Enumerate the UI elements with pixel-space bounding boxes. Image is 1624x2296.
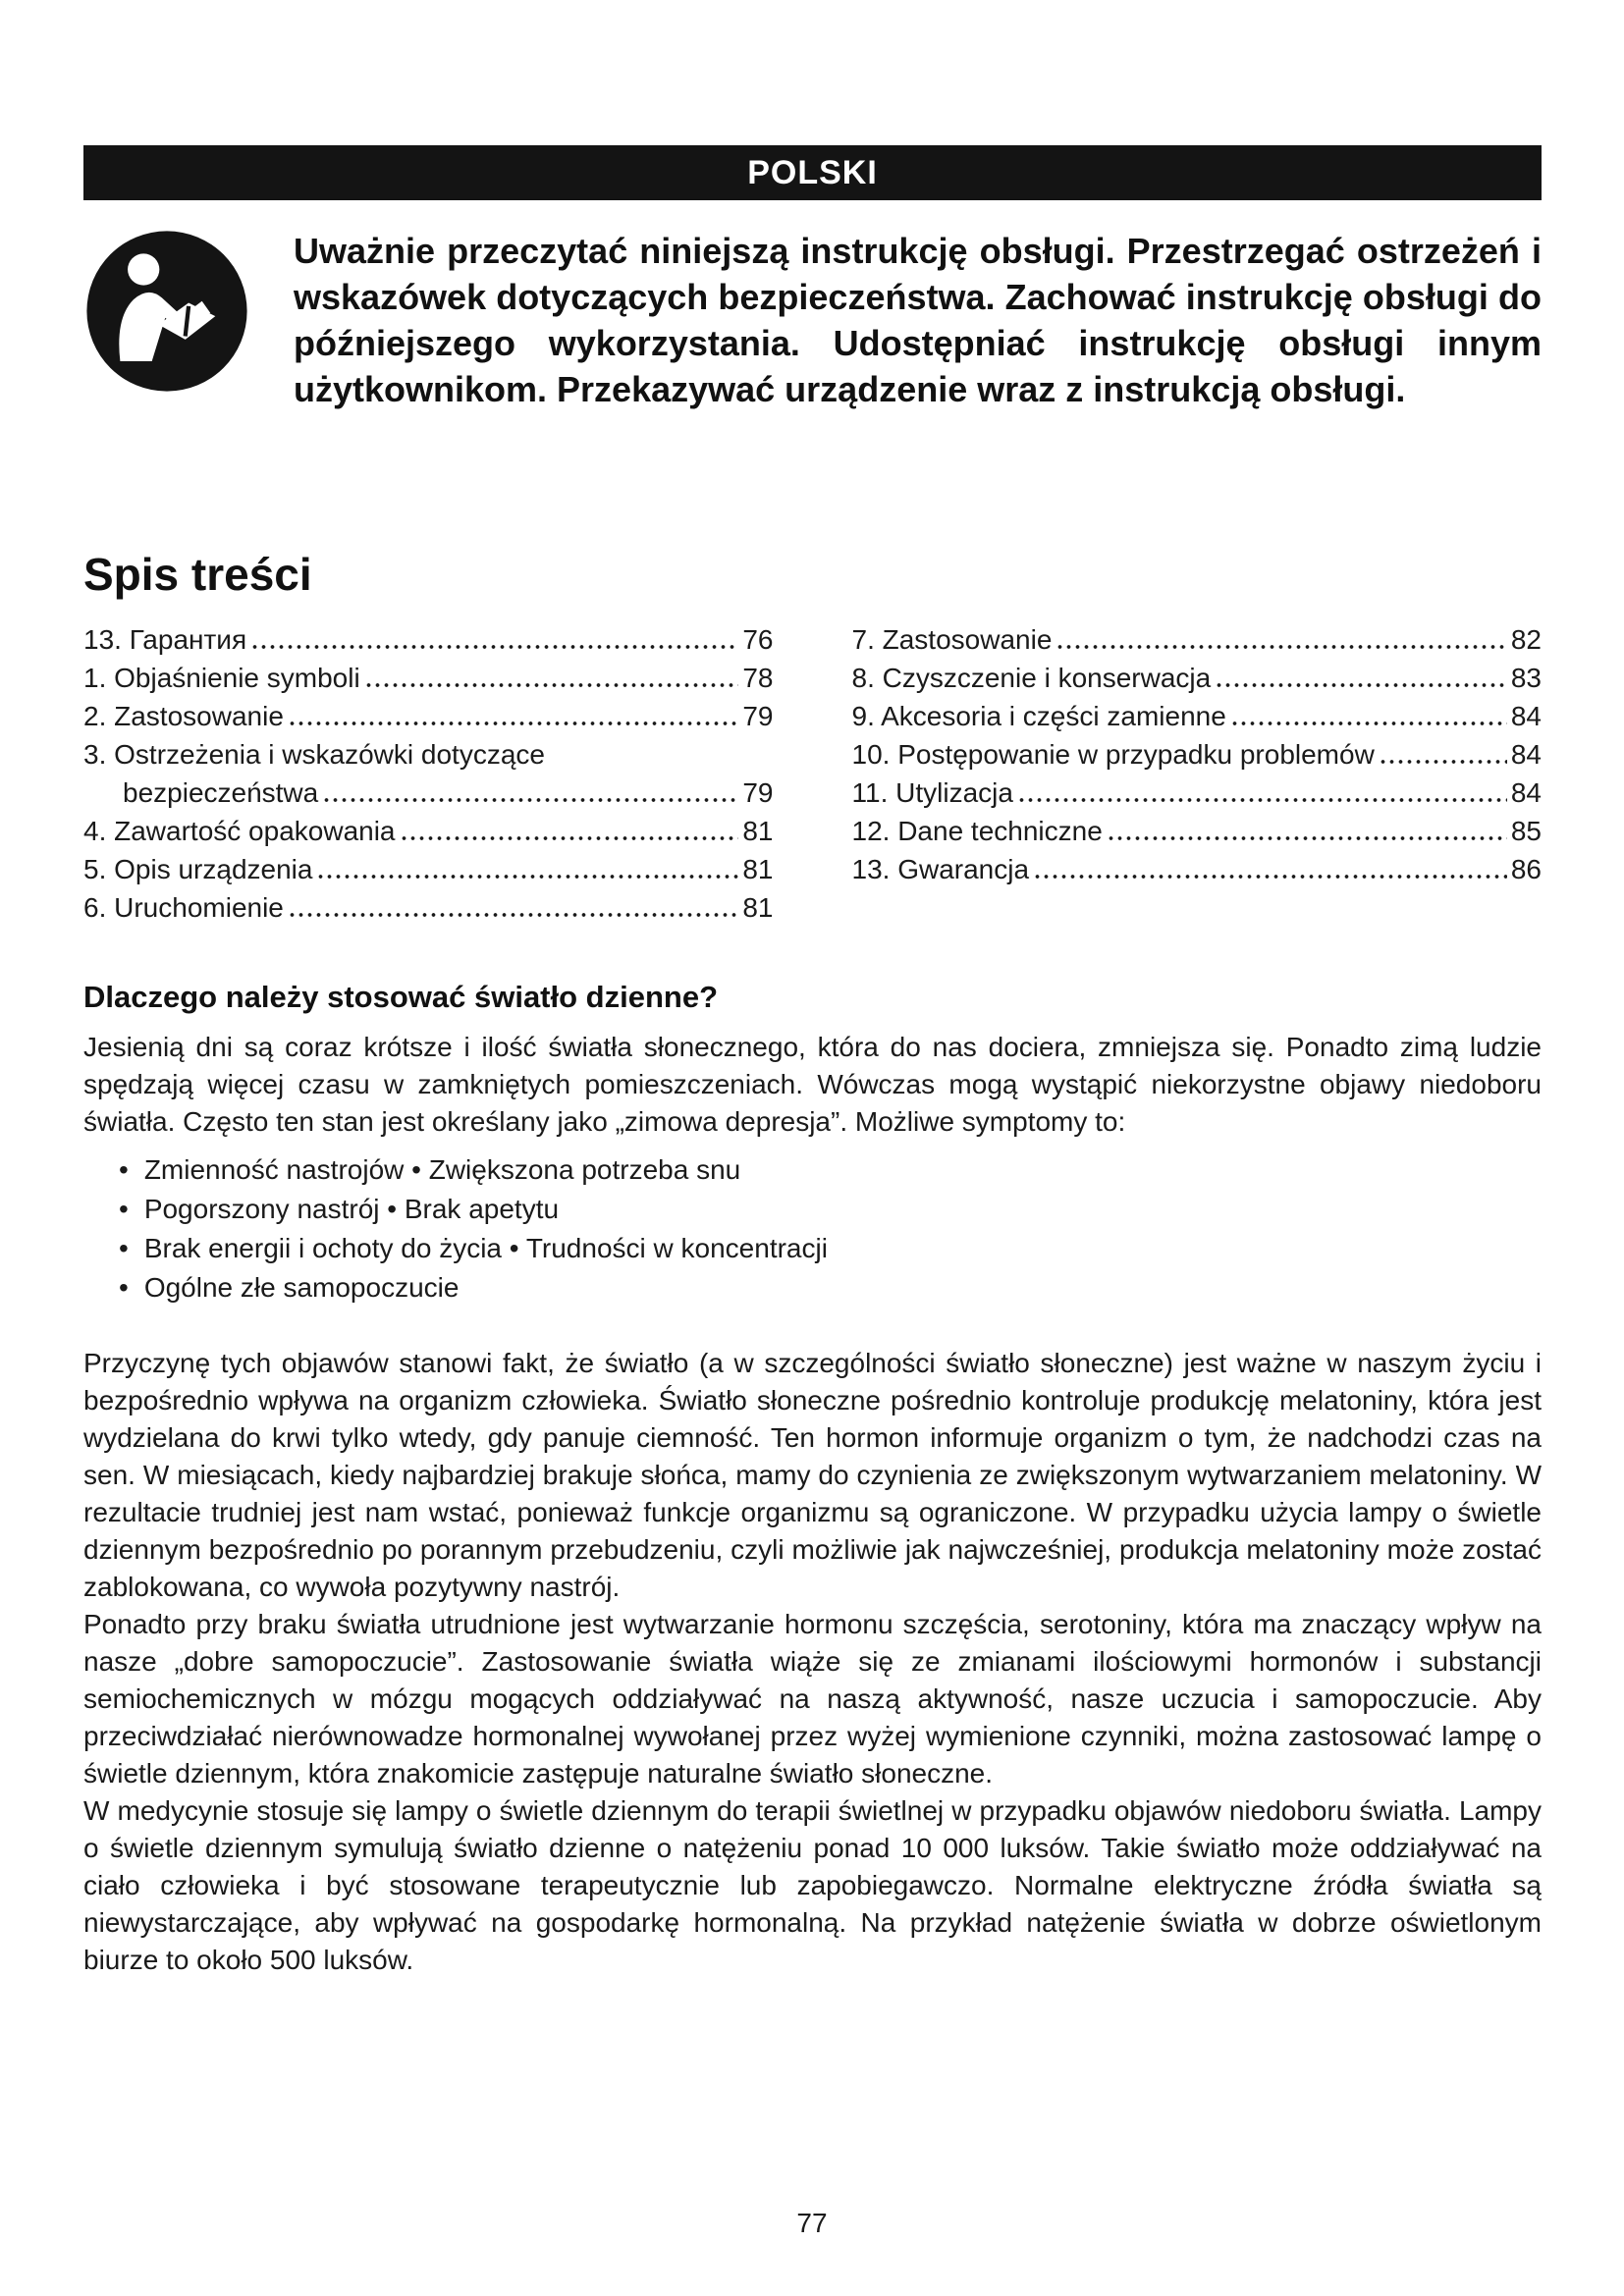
symptom-item: • Zmienność nastrojów • Zwiększona potrzeba snu [119, 1150, 1542, 1190]
toc-dot-leader [1033, 872, 1507, 881]
toc-entry [852, 735, 1543, 774]
intro-warning-text: Uważnie przeczytać niniejszą instrukcję obsługi. Przestrzegać ostrzeżeń i wskazówek dotyczących bezpieczeństwa. Zachować instrukcję obsługi do późniejszego wykorzystania. Udostępniać instrukcję obsługi innym użytkownikom. Przekazywać urządzenie wraz z instrukcją obsługi. [294, 231, 1542, 409]
toc-entry-label: 9. Akcesoria i części zamienne [851, 701, 1226, 731]
toc-dot-leader [364, 680, 739, 690]
toc-entry-page: 84 [1510, 777, 1542, 808]
toc-dot-leader [1017, 795, 1507, 805]
table-of-contents [83, 620, 1542, 927]
toc-column-right [852, 620, 1543, 927]
toc-entry-label: 11. Utylizacja [851, 777, 1013, 808]
toc-entry [852, 659, 1543, 697]
toc-entry-label: 2. Zastosowanie [83, 701, 284, 731]
toc-entry [83, 620, 774, 659]
symptom-item: • Ogólne złe samopoczucie [119, 1268, 1542, 1308]
toc-entry-page: 86 [1510, 854, 1542, 884]
toc-entry-label: 4. Zawartość opakowania [83, 816, 396, 846]
toc-entry [83, 850, 774, 888]
toc-entry [83, 888, 774, 927]
toc-dot-leader [1215, 680, 1507, 690]
toc-entry [852, 774, 1543, 812]
toc-entry-page: 79 [742, 777, 774, 808]
toc-entry [83, 774, 774, 812]
toc-entry-page: 76 [742, 624, 774, 655]
toc-entry [83, 812, 774, 850]
toc-dot-leader [400, 833, 739, 843]
toc-entry-label: 13. Гарантия [83, 624, 247, 655]
toc-entry-page: 79 [742, 701, 774, 731]
toc-heading: Spis treści [83, 549, 312, 600]
toc-entry [852, 850, 1543, 888]
toc-entry-label: 13. Gwarancja [851, 854, 1030, 884]
toc-entry-label: 7. Zastosowanie [851, 624, 1053, 655]
toc-entry-page: 81 [742, 816, 774, 846]
intro-section [83, 228, 1542, 412]
toc-entry [852, 697, 1543, 735]
toc-entry [852, 620, 1543, 659]
body-paragraph: Przyczynę tych objawów stanowi fakt, że światło (a w szczególności światło słoneczne) jest ważne w naszym życiu i bezpośrednio wpływa na organizm człowieka. Światło słoneczne pośrednio kontroluje produkcję melatoniny, która jest wydzielana do krwi tylko wtedy, gdy panuje ciemność. Ten hormon informuje organizm o tym, że nadchodzi czas na sen. W miesiącach, kiedy najbardziej brakuje słońca, mamy do czynienia ze zwiększonym wytwarzaniem melatoniny. W rezultacie trudniej jest nam wstać, ponieważ funkcje organizmu są ograniczone. W przypadku użycia lampy o świetle dziennym bezpośrednio po porannym przebudzeniu, czyli możliwie jak najwcześniej, produkcja melatoniny może zostać zablokowana, co wywoła pozytywny nastrój. [83, 1348, 1542, 1602]
read-manual-icon [83, 228, 250, 395]
language-header-label: POLSKI [747, 154, 878, 191]
lead-paragraph: Jesienią dni są coraz krótsze i ilość światła słonecznego, która do nas dociera, zmniejsza się. Ponadto zimą ludzie spędzają więcej czasu w zamkniętych pomieszczeniach. Wówczas mogą wystąpić niekorzystne objawy niedoboru światła. Często ten stan jest określany jako „zimowa depresja”. Możliwe symptomy to: [83, 1032, 1542, 1137]
toc-dot-leader [322, 795, 738, 805]
toc-entry-page: 85 [1510, 816, 1542, 846]
language-header-bar [83, 145, 1542, 200]
toc-dot-leader [1107, 833, 1507, 843]
toc-entry [852, 812, 1543, 850]
toc-dot-leader [288, 719, 738, 728]
toc-entry-label: 5. Opis urządzenia [83, 854, 313, 884]
section-heading: Dlaczego należy stosować światło dzienne? [83, 980, 719, 1014]
toc-dot-leader [1379, 757, 1507, 767]
toc-entry-label: bezpieczeństwa [123, 777, 319, 808]
toc-entry-label: 3. Ostrzeżenia i wskazówki dotyczące [83, 739, 545, 770]
toc-dot-leader [316, 872, 738, 881]
toc-entry [83, 697, 774, 735]
toc-entry-label: 1. Objaśnienie symboli [83, 663, 360, 693]
toc-entry-page: 78 [742, 663, 774, 693]
toc-dot-leader [250, 642, 738, 652]
toc-entry-label: 10. Postępowanie w przypadku problemów [851, 739, 1375, 770]
body-paragraph: W medycynie stosuje się lampy o świetle dziennym do terapii świetlnej w przypadku objawów niedoboru światła. Lampy o świetle dziennym symulują światło dzienne o natężeniu ponad 10 000 luksów. Takie światło może oddziaływać na ciało człowieka i być stosowane terapeutycznie lub zapobiegawczo. Normalne elektryczne źródła światła są niewystarczające, aby wpływać na gospodarkę hormonalną. Na przykład natężenie światła w dobrze oświetlonym biurze to około 500 luksów. [83, 1795, 1542, 1975]
symptom-list [119, 1150, 1542, 1308]
toc-entry [83, 659, 774, 697]
toc-entry-page: 81 [742, 892, 774, 923]
body-paragraphs [83, 1345, 1542, 1979]
toc-entry-page: 82 [1510, 624, 1542, 655]
toc-entry-label: 6. Uruchomienie [83, 892, 284, 923]
toc-dot-leader [1230, 719, 1507, 728]
body-paragraph: Ponadto przy braku światła utrudnione jest wytwarzanie hormonu szczęścia, serotoniny, która ma znaczący wpływ na nasze „dobre samopoczucie”. Zastosowanie światła wiąże się ze zmianami ilościowymi hormonów i substancji semiochemicznych w mózgu mogących oddziaływać na naszą aktywność, nasze uczucia i samopoczucie. Aby przeciwdziałać nierównowadze hormonalnej wywołanej przez wyżej wymienione czynniki, można zastosować lampę o świetle dziennym, która znakomicie zastępuje naturalne światło słoneczne. [83, 1609, 1542, 1789]
toc-entry-page: 81 [742, 854, 774, 884]
symptom-item: • Brak energii i ochoty do życia • Trudności w koncentracji [119, 1229, 1542, 1268]
toc-dot-leader [1056, 642, 1506, 652]
page-number: 77 [796, 2208, 828, 2238]
page-content [83, 145, 1542, 1979]
toc-entry-page: 84 [1510, 739, 1542, 770]
toc-dot-leader [288, 910, 738, 920]
symptom-item: • Pogorszony nastrój • Brak apetytu [119, 1190, 1542, 1229]
toc-entry-page: 83 [1510, 663, 1542, 693]
toc-entry-label: 8. Czyszczenie i konserwacja [851, 663, 1212, 693]
toc-column-left [83, 620, 774, 927]
toc-entry [83, 735, 774, 774]
toc-entry-page: 84 [1510, 701, 1542, 731]
toc-entry-label: 12. Dane techniczne [851, 816, 1103, 846]
